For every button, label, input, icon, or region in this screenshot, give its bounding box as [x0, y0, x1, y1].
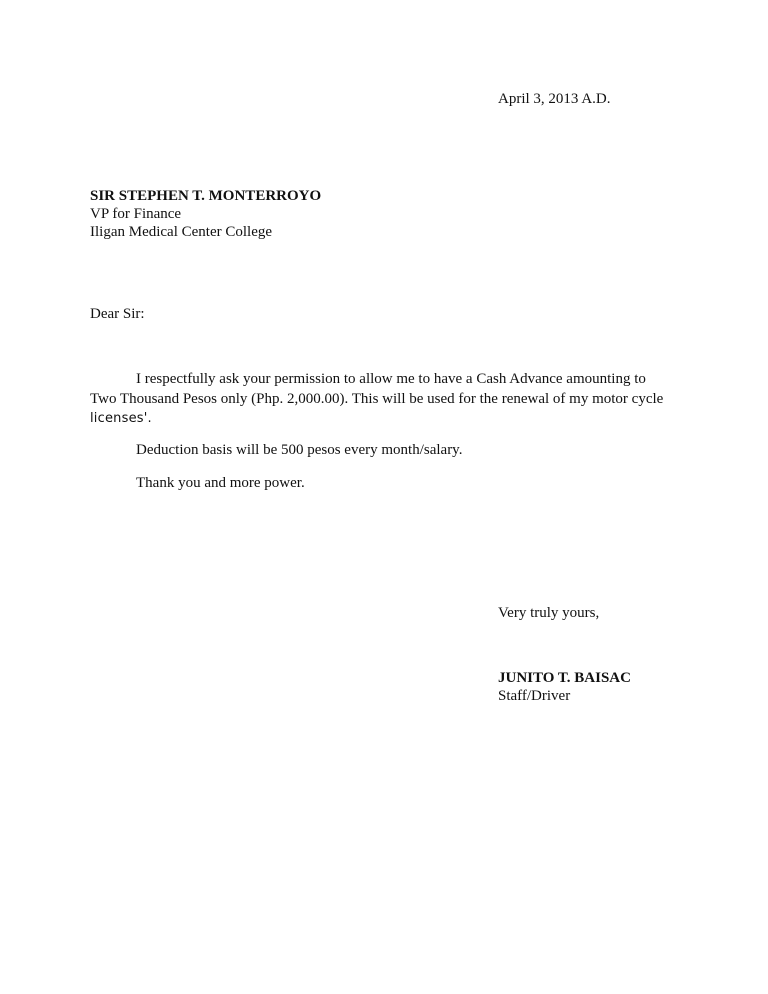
recipient-block — [90, 187, 321, 241]
body-paragraph-3: Thank you and more power. — [136, 475, 305, 491]
signer-position: Staff/Driver — [498, 688, 571, 704]
letter-date: April 3, 2013 A.D. — [498, 91, 611, 107]
recipient-title: VP for Finance — [90, 206, 182, 222]
body-paragraph-1 — [90, 369, 680, 429]
signature-block — [498, 669, 631, 705]
recipient-organization: Iligan Medical Center College — [90, 224, 273, 240]
recipient-name: SIR STEPHEN T. MONTERROYO — [90, 188, 322, 204]
salutation: Dear Sir: — [90, 306, 145, 322]
complimentary-closing: Very truly yours, — [498, 605, 600, 621]
body-paragraph-1-line-2: Two Thousand Pesos only (Php. 2,000.00). This will be used for the renewal of my motor cycle — [90, 391, 664, 407]
body-paragraph-2: Deduction basis will be 500 pesos every month/salary. — [136, 442, 463, 458]
signer-name: JUNITO T. BAISAC — [498, 670, 631, 686]
body-paragraph-1-line-1: I respectfully ask your permission to allow me to have a Cash Advance amounting to — [136, 371, 646, 387]
body-paragraph-1-line-3: licenses'. — [90, 411, 152, 426]
